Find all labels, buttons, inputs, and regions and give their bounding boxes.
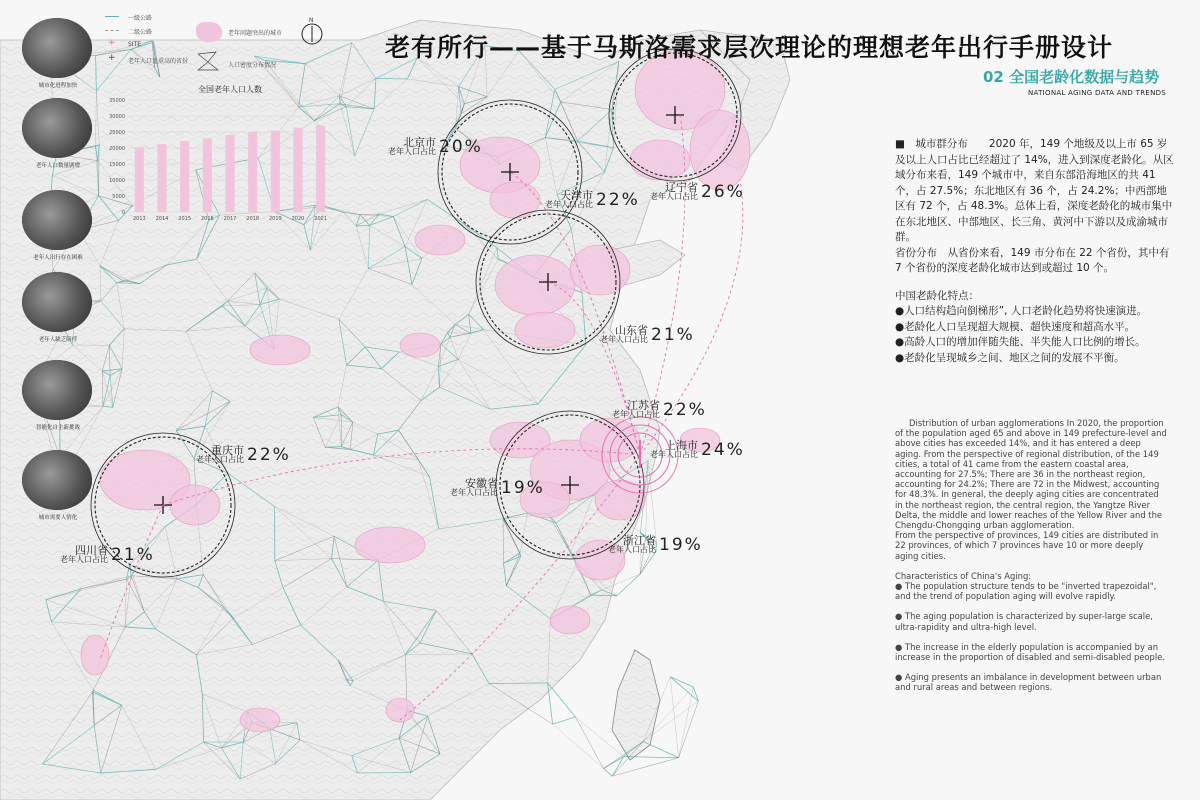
region-sub: 老年人口占比	[60, 555, 108, 564]
cn-feature-4: ●老龄化呈现城乡之间、地区之间的发展不平衡。	[895, 351, 1125, 364]
elderly-portrait-photo	[22, 98, 92, 158]
cn-feature-3: ●高龄人口的增加伴随失能、半失能人口比例的增长。	[895, 336, 1146, 348]
aging-city-blob	[250, 335, 310, 365]
region-value: 20%	[439, 137, 483, 157]
region-sub: 老年人口占比	[612, 410, 660, 419]
region-label	[650, 440, 745, 459]
region-label	[450, 478, 545, 497]
region-name: 北京市	[403, 136, 436, 149]
road1-line-icon	[105, 16, 119, 17]
region-sub: 老年人口占比	[650, 192, 698, 201]
legend-province: 老年人口比重高的省份	[128, 58, 189, 65]
chart-ytick: 5000	[112, 194, 125, 200]
elderly-couple-photo	[22, 272, 92, 332]
chart-bar	[203, 138, 212, 212]
chart-xtick: 2016	[200, 216, 214, 222]
cn-description	[895, 137, 1175, 366]
side-image-label: 城市需要人情化	[38, 515, 78, 521]
en-feature-4: ● Aging presents an imbalance in development between urban and rural areas and between regions.	[895, 672, 1162, 693]
aging-city-blob	[495, 255, 575, 315]
chart-ytick: 15000	[109, 162, 125, 168]
region-label	[196, 445, 291, 464]
region-sub: 老年人口占比	[608, 545, 656, 554]
section-title: 02 全国老龄化数据与趋势	[983, 68, 1160, 86]
chart-xtick: 2019	[268, 216, 282, 222]
aging-city-blob	[240, 708, 280, 732]
aging-city-blob	[550, 606, 590, 634]
smart-city-photo	[22, 360, 92, 420]
region-value: 24%	[701, 440, 745, 460]
aging-city-blob	[490, 182, 540, 218]
aging-city-blob	[515, 312, 575, 348]
region-value: 21%	[651, 325, 695, 345]
chart-ytick: 25000	[109, 130, 125, 136]
chart-bar	[316, 126, 325, 212]
aging-city-blob	[355, 527, 425, 563]
side-image-label: 老年人出行存在困难	[33, 255, 83, 261]
region-name: 安徽省	[465, 477, 498, 490]
en-description	[895, 418, 1167, 693]
region-label	[388, 137, 483, 156]
side-image-label: 老年人口数量剧增	[35, 163, 80, 169]
cn-para-2: 省份分布 从省份来看，149 市分布在 22 个省份，其中有 7 个省份的深度老龄化城市达到或超过 10 个。	[895, 246, 1170, 274]
en-para-1: Distribution of urban agglomerations In 2020, the proportion of the population aged 65 and above in 149 prefecture-level and above cities has exceeded 14%, and it has entered a deep aging. From the perspective of regional distribution, of the 149 cities, a total of 41 came from the eastern coastal area, accounting for 27.5%; There are 36 in the northeast region, accounting for 24.2%; There are 72 in the Midwest, accounting for 48.3%. In general, the deeply aging cities are concentrated in the northeast region, the central region, the Yangtze River Delta, the middle and lower reaches of the Yellow River and the Chengdu-Chongqing urban agglomeration.	[895, 418, 1167, 531]
chart-bar	[157, 144, 166, 212]
section-title-english: NATIONAL AGING DATA AND TRENDS	[1028, 89, 1167, 97]
legend-road2: 二级公路	[128, 29, 153, 36]
holding-hands-photo	[22, 450, 92, 510]
region-sub: 老年人口占比	[650, 450, 698, 459]
region-value: 22%	[247, 445, 291, 465]
road2-line-icon	[105, 30, 119, 31]
chart-bar	[248, 132, 257, 212]
region-sub: 老年人口占比	[196, 455, 244, 464]
region-label	[600, 325, 695, 344]
chart-xtick: 2021	[314, 216, 328, 222]
side-image-label: 城市化进程加快	[38, 83, 78, 89]
chart-bar	[271, 131, 280, 212]
aging-city-blob	[170, 485, 220, 525]
chart-bar	[180, 141, 189, 212]
region-label	[545, 190, 640, 209]
chart-xtick: 2014	[155, 216, 169, 222]
region-name: 浙江省	[623, 534, 656, 547]
region-value: 19%	[659, 535, 703, 555]
en-feature-2: ● The aging population is characterized by super-large scale, ultra-rapidity and ultra-high level.	[895, 611, 1153, 632]
region-label	[612, 400, 707, 419]
chart-ytick: 20000	[109, 146, 125, 152]
cn-feature-2: ●老龄化人口呈现超大规模、超快速度和超高水平。	[895, 320, 1136, 333]
network-icon	[196, 50, 220, 72]
prominent-city-icon	[196, 22, 222, 42]
aging-city-blob	[415, 225, 465, 255]
region-sub: 老年人口占比	[450, 488, 498, 497]
region-value: 26%	[701, 182, 745, 202]
region-value: 19%	[501, 478, 545, 498]
legend-road1: 一级公路	[128, 15, 153, 22]
region-label	[650, 182, 745, 201]
chart-bar	[293, 128, 302, 212]
chart-xtick: 2017	[223, 216, 237, 222]
side-image-label: 智能化自主新挑战	[35, 425, 80, 431]
province-plus-icon: +	[108, 53, 116, 63]
cn-feature-1: ●人口结构趋向倒梯形”, 人口老龄化趋势将快速演进。	[895, 305, 1148, 317]
site-plus-icon: +	[108, 38, 116, 48]
chart-xtick: 2020	[291, 216, 305, 222]
aging-city-blob	[81, 635, 109, 675]
north-label: N	[309, 17, 314, 24]
chart-xtick: 2013	[132, 216, 146, 222]
page-title: 老有所行——基于马斯洛需求层次理论的理想老年出行手册设计	[385, 33, 1114, 62]
region-name: 天津市	[560, 189, 593, 202]
legend-prominent-city: 老年问题突出的城市	[228, 30, 283, 37]
region-name: 江苏省	[627, 399, 660, 412]
chart-ytick: 10000	[109, 178, 125, 184]
en-feature-1: ● The population structure tends to be "inverted trapezoidal", and the trend of population aging will evolve rapidly.	[895, 581, 1157, 602]
en-features-title: Characteristics of China's Aging:	[895, 570, 1032, 581]
aging-city-blob	[386, 698, 414, 722]
en-para-2: From the perspective of provinces, 149 cities are distributed in 22 provinces, of which 7 provinces have 10 or more deeply aging cities.	[895, 530, 1159, 561]
chart-xtick: 2018	[246, 216, 260, 222]
region-sub: 老年人口占比	[545, 200, 593, 209]
aging-city-blob	[630, 140, 690, 180]
chart-bar	[225, 135, 234, 212]
legend-site: SITE	[128, 41, 142, 48]
cn-para-1: ■ 城市群分布 2020 年，149 个地级及以上市 65 岁及以上人口占比已经超过了 14%，进入到深度老龄化。从区域分布来看，149 个城市中，来自东部沿海地区的共 41 个，占 27.5%；东北地区有 36 个，占 24.2%；中西部地区有 72 个，占 48.3%。总体上看，深度老龄化的城市集中在东北地区、中部地区、长三角、黄河中下游以及成渝城市群。	[895, 138, 1174, 243]
region-name: 四川省	[75, 544, 108, 557]
region-value: 22%	[596, 190, 640, 210]
aging-city-blob	[400, 333, 440, 357]
region-name: 重庆市	[211, 444, 244, 457]
region-name: 上海市	[665, 439, 698, 452]
region-sub: 老年人口占比	[600, 335, 648, 344]
region-label	[608, 535, 703, 554]
legend-distribution: 人口密度分布情况	[228, 62, 277, 69]
chart-bar	[135, 147, 144, 212]
aging-city-blob	[595, 480, 645, 520]
region-sub: 老年人口占比	[388, 147, 436, 156]
city-skyline-photo	[22, 18, 92, 78]
region-name: 辽宁省	[665, 181, 698, 194]
en-feature-3: ● The increase in the elderly population is accompanied by an increase in the proportion of disabled and semi-disabled people.	[895, 641, 1166, 663]
region-name: 山东省	[615, 324, 648, 337]
region-label	[60, 545, 155, 564]
cn-features-title: 中国老龄化特点：	[895, 289, 979, 302]
chart-xtick: 2015	[178, 216, 192, 222]
chart-ytick: 0	[121, 210, 125, 216]
chart-title: 全国老年人口人数	[198, 85, 262, 94]
region-value: 22%	[663, 400, 707, 420]
elderly-walking-photo	[22, 190, 92, 250]
side-image-label: 老年人缺乏陪伴	[38, 337, 78, 343]
chart-ytick: 30000	[109, 114, 125, 120]
region-value: 21%	[111, 545, 155, 565]
chart-ytick: 35000	[109, 98, 125, 104]
